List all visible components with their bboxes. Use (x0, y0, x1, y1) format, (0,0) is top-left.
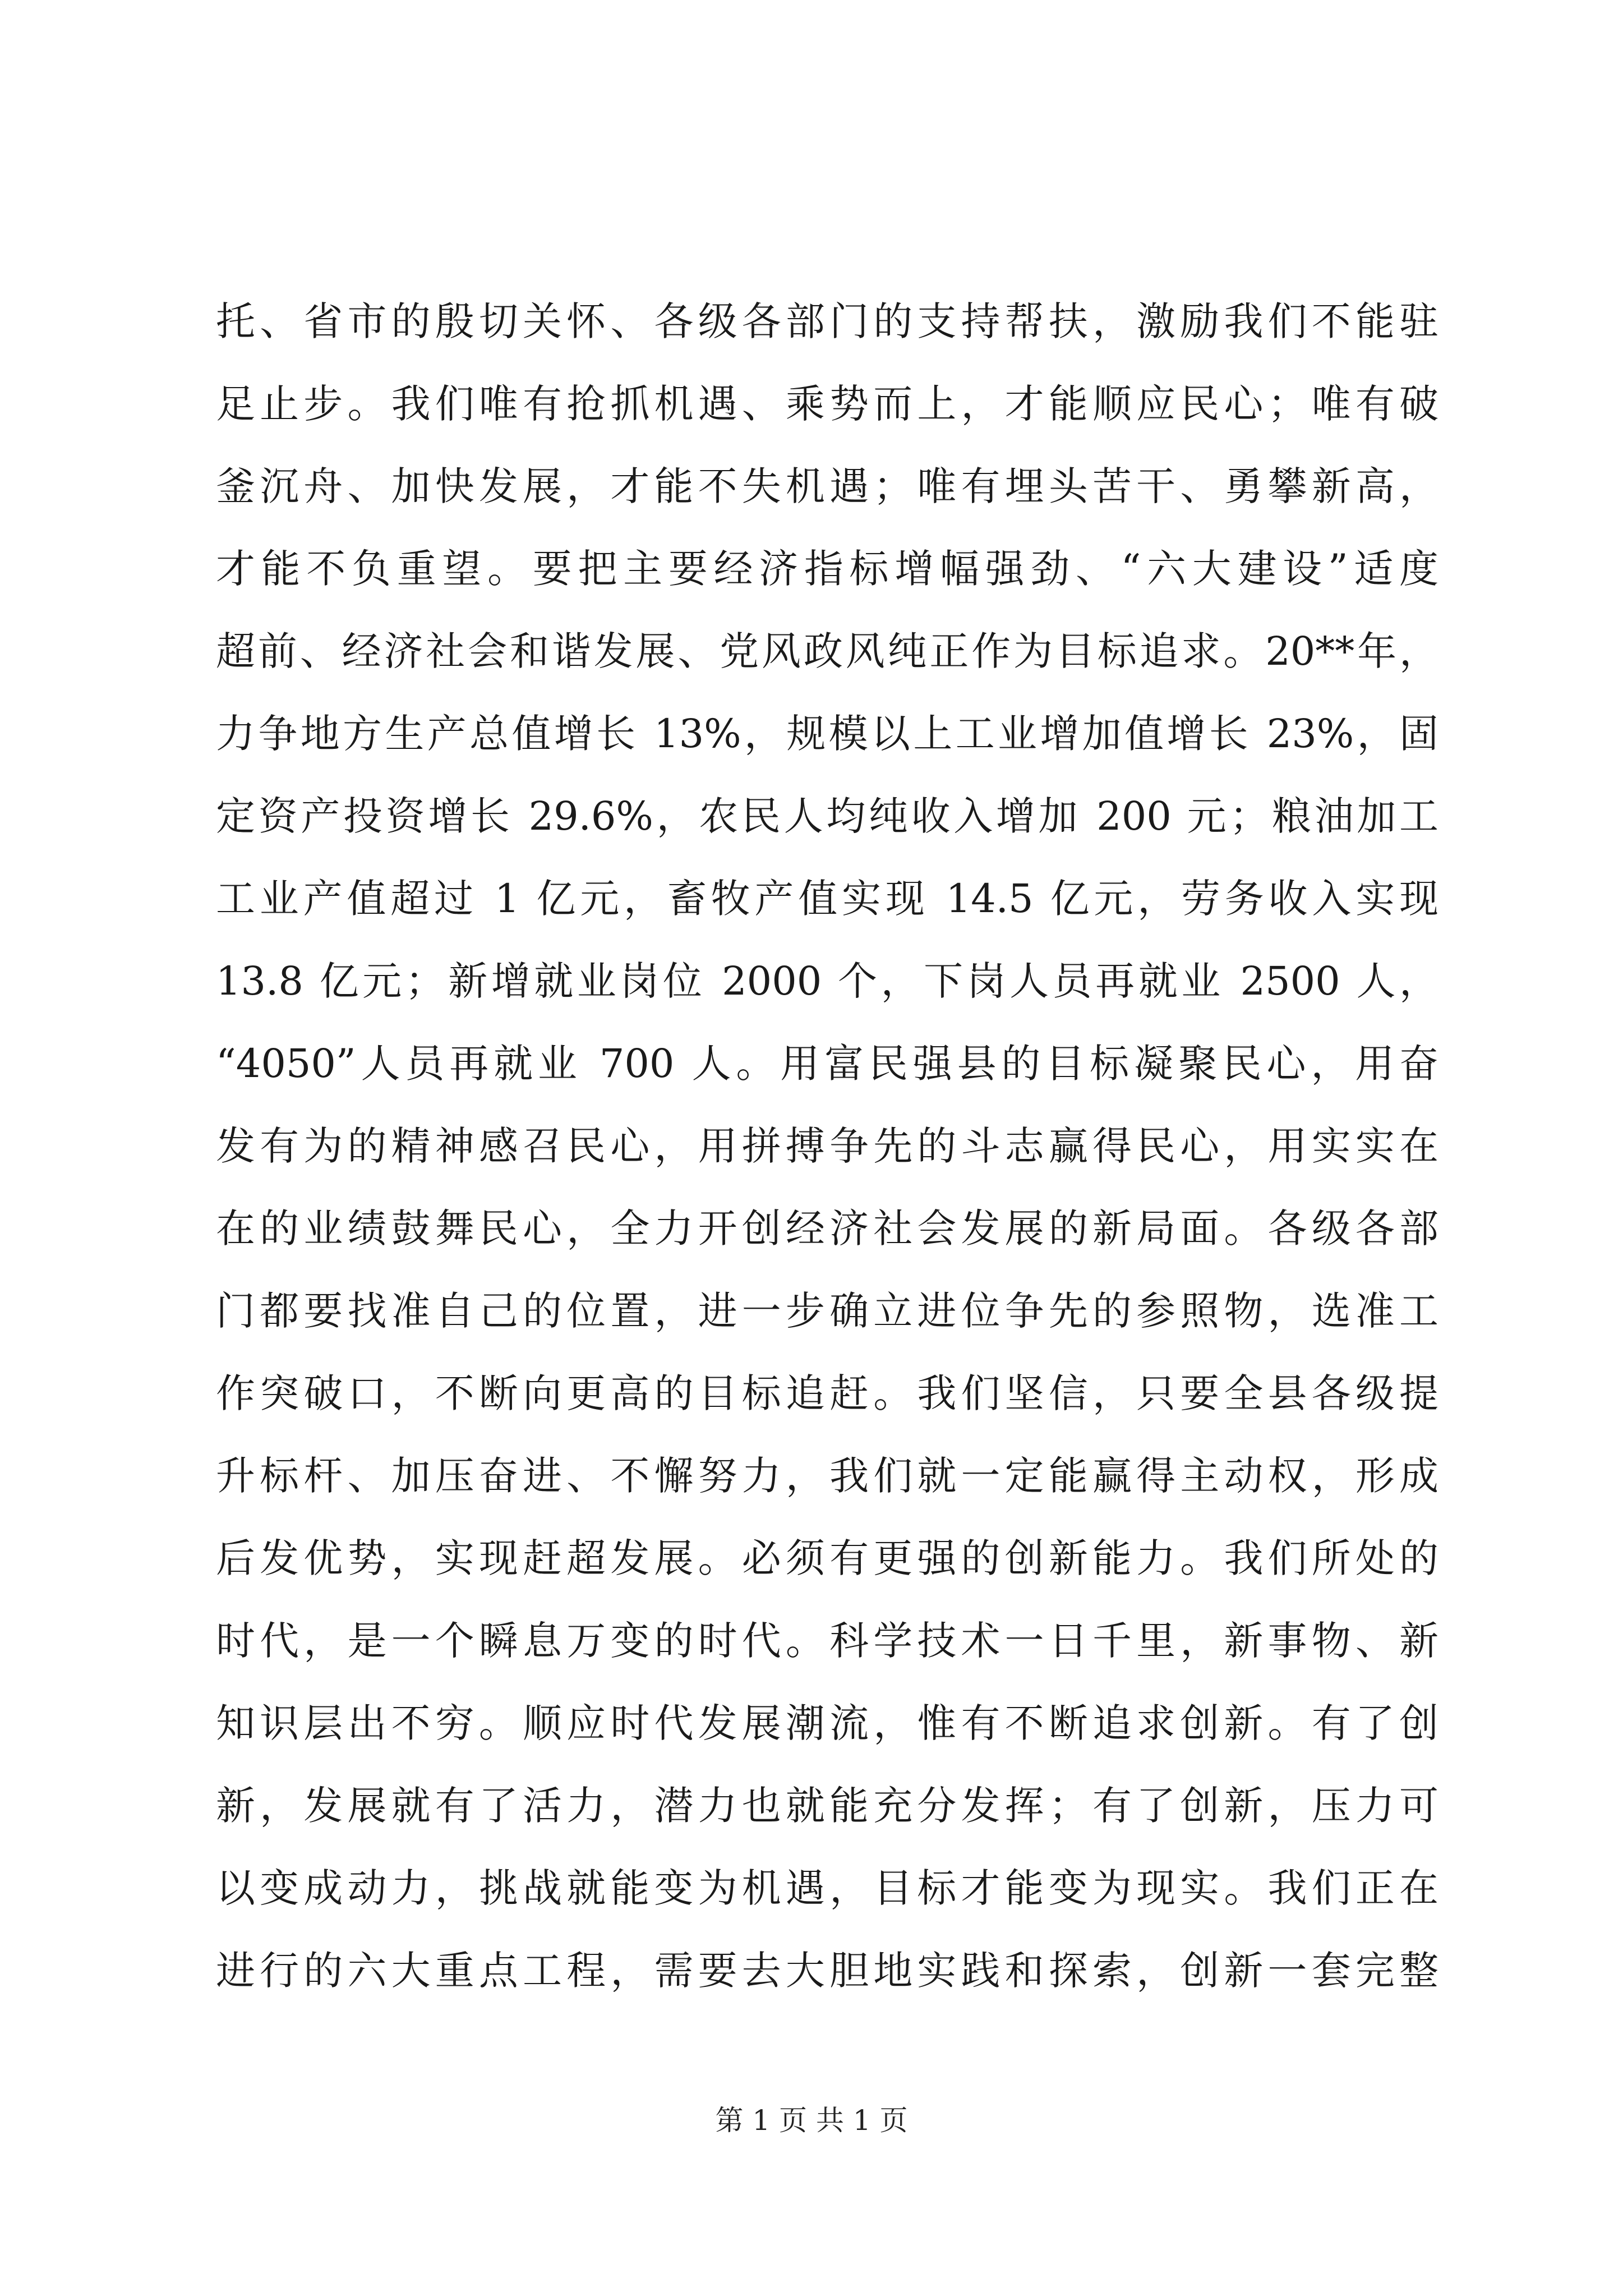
text-line: 才能不负重望。要把主要经济指标增幅强劲、“六大建设”适度 (216, 546, 1438, 592)
text-line: 在的业绩鼓舞民心，全力开创经济社会发展的新局面。各级各部 (216, 1205, 1438, 1251)
text-line: 升标杆、加压奋进、不懈努力，我们就一定能赢得主动权，形成 (216, 1453, 1438, 1499)
text-line: 13.8 亿元；新增就业岗位 2000 个，下岗人员再就业 2500 人， (216, 958, 1438, 1004)
text-line: 超前、经济社会和谐发展、党风政风纯正作为目标追求。20**年， (216, 628, 1438, 674)
text-line: 门都要找准自己的位置，进一步确立进位争先的参照物，选准工 (216, 1288, 1438, 1334)
text-line: 知识层出不穷。顺应时代发展潮流，惟有不断追求创新。有了创 (216, 1700, 1438, 1746)
text-line: 足止步。我们唯有抢抓机遇、乘势而上，才能顺应民心；唯有破 (216, 381, 1438, 427)
text-line: 发有为的精神感召民心，用拼搏争先的斗志赢得民心，用实实在 (216, 1123, 1438, 1169)
text-line: 釜沉舟、加快发展，才能不失机遇；唯有埋头苦干、勇攀新高， (216, 463, 1438, 509)
text-line: 定资产投资增长 29.6%，农民人均纯收入增加 200 元；粮油加工 (216, 793, 1438, 839)
text-line: 新，发展就有了活力，潜力也就能充分发挥；有了创新，压力可 (216, 1783, 1438, 1829)
text-line: 后发优势，实现赶超发展。必须有更强的创新能力。我们所处的 (216, 1535, 1438, 1581)
text-line: 时代，是一个瞬息万变的时代。科学技术一日千里，新事物、新 (216, 1618, 1438, 1664)
text-line: 作突破口，不断向更高的目标追赶。我们坚信，只要全县各级提 (216, 1370, 1438, 1416)
text-line: 以变成动力，挑战就能变为机遇，目标才能变为现实。我们正在 (216, 1865, 1438, 1911)
body-text (216, 280, 1438, 2012)
page-footer: 第 1 页 共 1 页 (715, 2104, 908, 2137)
text-line: 工业产值超过 1 亿元，畜牧产值实现 14.5 亿元，劳务收入实现 (216, 876, 1438, 922)
text-line: 托、省市的殷切关怀、各级各部门的支持帮扶，激励我们不能驻 (216, 298, 1438, 344)
text-line: “4050”人员再就业 700 人。用富民强县的目标凝聚民心，用奋 (216, 1041, 1438, 1087)
text-line: 进行的六大重点工程，需要去大胆地实践和探索，创新一套完整 (216, 1948, 1438, 1994)
text-line: 力争地方生产总值增长 13%，规模以上工业增加值增长 23%，固 (216, 711, 1438, 757)
